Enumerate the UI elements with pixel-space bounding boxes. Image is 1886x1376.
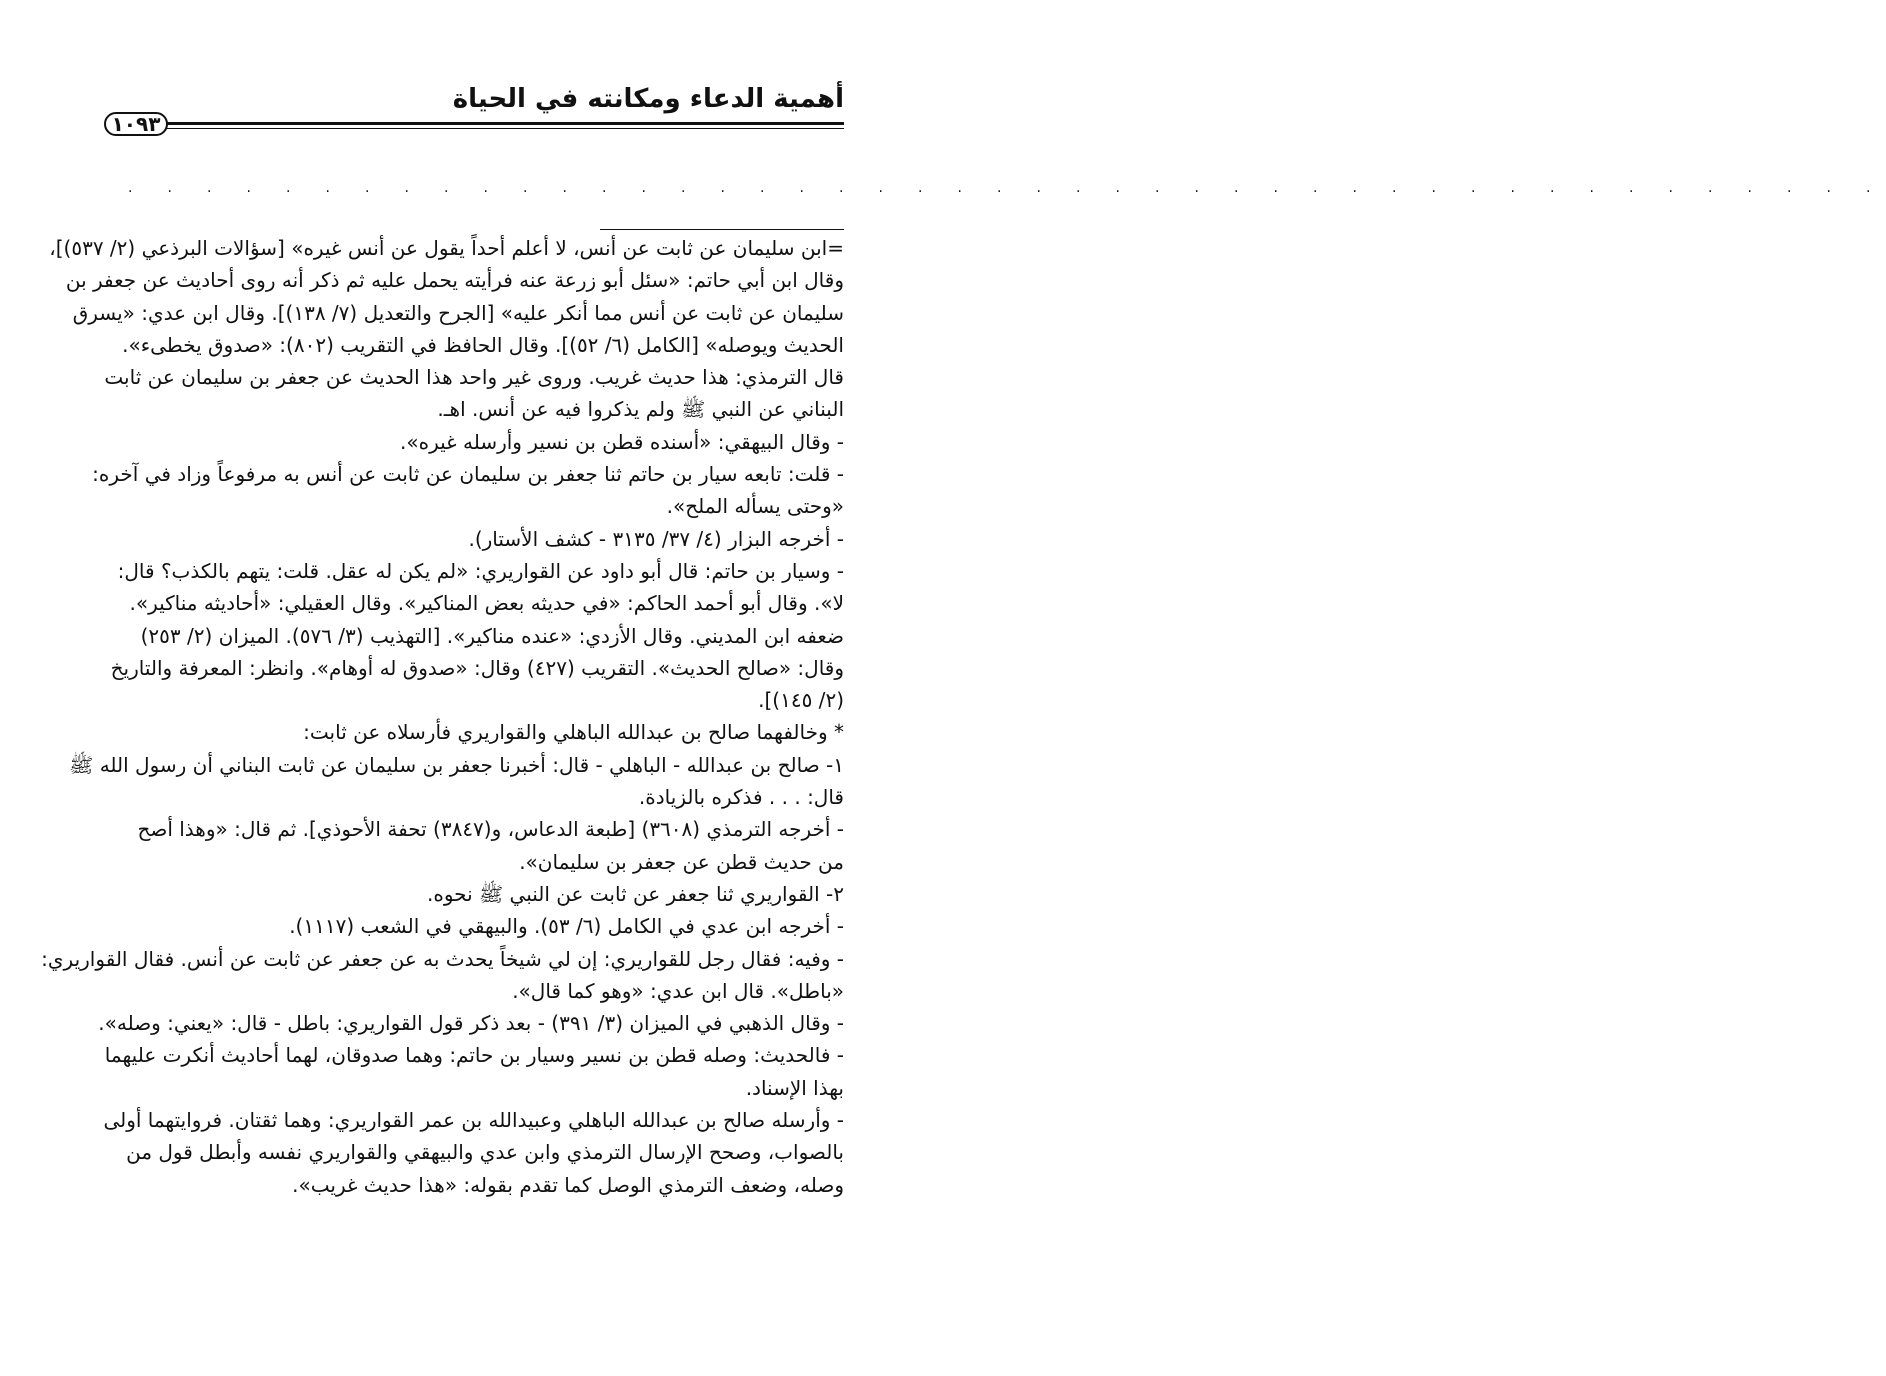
text-line: - وفيه: فقال رجل للقواريري: إن لي شيخاً يحدث به عن جعفر عن ثابت عن أنس. فقال القواريري: [41, 946, 844, 971]
separator-dots: . . . . . . . . . . . . . . . . . . . . . . . . . . . . . . . . . . . . . . . . . . . . . [128, 180, 1886, 196]
footnote-text [41, 232, 844, 1201]
text-line: (٢/ ١٤٥)]. [758, 688, 844, 713]
text-line: قال: . . . فذكره بالزيادة. [638, 785, 844, 810]
text-line: «وحتى يسأله الملح». [666, 494, 844, 519]
text-line: ٢- القواريري ثنا جعفر عن ثابت عن النبي ﷺ نحوه. [427, 881, 844, 906]
text-line: سليمان عن ثابت عن أنس مما أنكر عليه» [الجرح والتعديل (٧/ ١٣٨)]. وقال ابن عدي: «يسرق [72, 300, 844, 325]
text-line: - قلت: تابعه سيار بن حاتم ثنا جعفر بن سليمان عن ثابت عن أنس به مرفوعاً وزاد في آخره: [92, 462, 844, 487]
text-line: - أخرجه ابن عدي في الكامل (٦/ ٥٣). والبيهقي في الشعب (١١١٧). [289, 914, 844, 939]
text-line: - أخرجه البزار (٤/ ٣٧/ ٣١٣٥ - كشف الأستار). [468, 526, 844, 551]
text-line: - وأرسله صالح بن عبدالله الباهلي وعبيدالله بن عمر القواريري: وهما ثقتان. فروايتهما أولى [103, 1108, 844, 1133]
text-line: - وسيار بن حاتم: قال أبو داود عن القواريري: «لم يكن له عقل. قلت: يتهم بالكذب؟ قال: [117, 558, 844, 583]
text-line: وقال ابن أبي حاتم: «سئل أبو زرعة عنه فرأيته يحمل عليه ثم ذكر أنه روى أحاديث عن جعفر بن [65, 268, 844, 293]
text-line: لا». وقال أبو أحمد الحاكم: «في حديثه بعض المناكير». وقال العقيلي: «أحاديثه مناكير». [129, 591, 844, 616]
text-line: ١- صالح بن عبدالله - الباهلي - قال: أخبرنا جعفر بن سليمان عن ثابت البناني أن رسول الله ﷺ [69, 752, 844, 777]
header-rule [166, 122, 844, 125]
text-line: «باطل». قال ابن عدي: «وهو كما قال». [512, 978, 844, 1003]
text-line: =ابن سليمان عن ثابت عن أنس، لا أعلم أحداً يقول عن أنس غيره» [سؤالات البرذعي (٢/ ٥٣٧)]، [49, 236, 844, 260]
text-line: بهذا الإسناد. [745, 1075, 844, 1100]
text-line: وصله، وضعف الترمذي الوصل كما تقدم بقوله: «هذا حديث غريب». [292, 1172, 844, 1197]
text-line: ضعفه ابن المديني. وقال الأزدي: «عنده مناكير». [التهذيب (٣/ ٥٧٦). الميزان (٢/ ٢٥٣) [140, 623, 844, 648]
text-line: - أخرجه الترمذي (٣٦٠٨) [طبعة الدعاس، و(٣٨٤٧) تحفة الأحوذي]. ثم قال: «وهذا أصح [137, 817, 844, 842]
page-header [104, 78, 844, 138]
text-line: * وخالفهما صالح بن عبدالله الباهلي والقواريري فأرسلاه عن ثابت: [303, 720, 844, 745]
text-line: - وقال الذهبي في الميزان (٣/ ٣٩١) - بعد ذكر قول القواريري: باطل - قال: «يعني: وصله». [98, 1011, 844, 1036]
text-line: بالصواب، وصحح الإرسال الترمذي وابن عدي والبيهقي والقواريري نفسه وأبطل قول من [126, 1140, 844, 1165]
text-line: البناني عن النبي ﷺ ولم يذكروا فيه عن أنس. اهـ. [437, 397, 844, 422]
running-title: أهمية الدعاء ومكانته في الحياة [452, 84, 844, 114]
text-line: الحديث ويوصله» [الكامل (٦/ ٥٢)]. وقال الحافظ في التقريب (٨٠٢): «صدوق يخطىء». [122, 332, 844, 357]
text-line: قال الترمذي: هذا حديث غريب. وروى غير واحد هذا الحديث عن جعفر بن سليمان عن ثابت [104, 365, 844, 390]
page-number: ١٠٩٣ [104, 112, 168, 136]
text-line: من حديث قطن عن جعفر بن سليمان». [519, 849, 844, 874]
text-line: - وقال البيهقي: «أسنده قطن بن نسير وأرسله غيره». [400, 429, 844, 454]
text-line: وقال: «صالح الحديث». التقريب (٤٢٧) وقال: «صدوق له أوهام». وانظر: المعرفة والتاريخ [110, 655, 844, 680]
header-rule-thin [166, 128, 844, 129]
footnote-rule [600, 229, 844, 230]
text-line: - فالحديث: وصله قطن بن نسير وسيار بن حاتم: وهما صدوقان، لهما أحاديث أنكرت عليهما [104, 1043, 844, 1068]
